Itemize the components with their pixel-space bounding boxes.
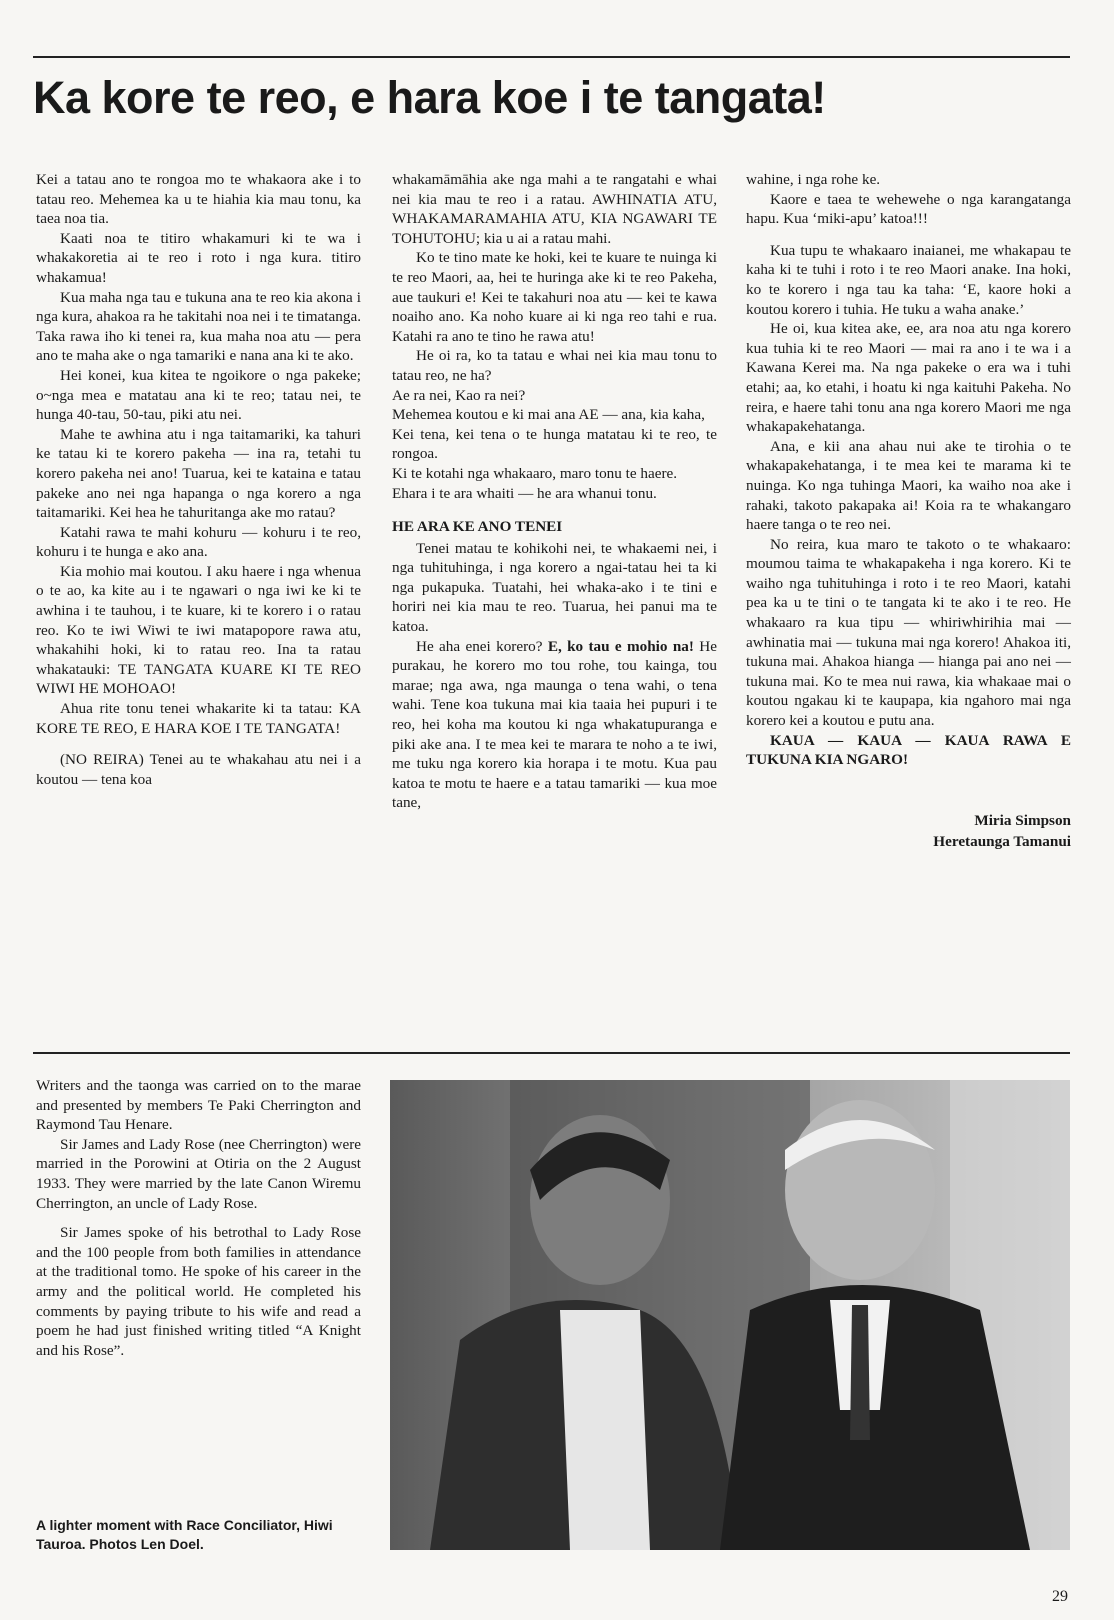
closing-exhortation: KAUA — KAUA — KAUA RAWA E TUKUNA KIA NGARO! [746, 731, 1071, 769]
author-name: Miria Simpson [974, 811, 1071, 829]
author-place: Heretaunga Tamanui [933, 832, 1071, 850]
paragraph: whakamāmāhia ake nga mahi a te rangatahi e whai nei kia mau te reo i a ratau. AWHINATIA ATU, WHAKAMARAMAHIA ATU, KIA NGAWARI TE TOHUTOHU; kia u ai a ratau mahi. [392, 171, 717, 247]
paragraph: Kaore e taea te wehewehe o nga karangatanga hapu. Kua ‘miki-apu’ katoa!!! [746, 190, 1071, 228]
paragraph: No reira, kua maro te takoto o te whakaaro: moumou taima te whakapakeha i nga korero. Ki te waiho nga tuhituhinga i roto i te reo Maori, katahi pea ka u te tini o te tangata ki te ako i te reo. He whakaaro ra kua tipu — whiriwhirihia mai — awhinatia mai — tukuna mai nga korero! Ahakoa iti, tukuna mai. Ahakoa hianga — hianga pai ano nei — tukuna mai. Ko te mea nui rawa, kia whakaae mai o koutou ngakau ki te kaupapa, kia ngahoro mai nga korero kei a koutou e putu ana. [746, 535, 1071, 730]
paragraph: Sir James and Lady Rose (nee Cherrington) were married in the Porowini at Otiria on the 2 August 1933. They were married by the late Canon Wiremu Cherrington, an uncle of Lady Rose. [36, 1135, 361, 1212]
paragraph: Kei tena, kei tena o te hunga matatau ki te reo, te rongoa. [392, 425, 717, 463]
paragraph: Kei a tatau ano te rongoa mo te whakaora ake i to tatau reo. Mehemea ka u te hiahia kia mau tonu, ka taea noa tia. [36, 171, 361, 228]
paragraph: Ehara i te ara whaiti — he ara whanui tonu. [392, 484, 657, 502]
paragraph: Writers and the taonga was carried on to the marae and presented by members Te Paki Cherrington and Raymond Tau Henare. [36, 1077, 361, 1134]
paragraph: Kua tupu te whakaaro inaianei, me whakapau te kaha ki te tuhi i roto i te reo Maori anake. Ina hoki, ko te korero i nga tau ka taha: ‘E, kaore hoki a koutou korero i tuhia. He tuku a waha anake.’ [746, 241, 1071, 318]
paragraph: He oi ra, ko ta tatau e whai nei kia mau tonu to tatau reo, ne ha? [392, 347, 717, 384]
paragraph: Ahua rite tonu tenei whakarite ki ta tatau: KA KORE TE REO, E HARA KOE I TE TANGATA! [36, 700, 361, 737]
article-title: Ka kore te reo, e hara koe i te tangata! [33, 72, 826, 123]
column-3 [746, 170, 1071, 852]
photo-caption: A lighter moment with Race Conciliator, Hiwi Tauroa. Photos Len Doel. [36, 1517, 333, 1552]
paragraph: Kaati noa te titiro whakamuri ki te wa i whakakoretia ai te reo i roto i nga kura. titiro whakamua! [36, 229, 361, 286]
paragraph: Mehemea koutou e ki mai ana AE — ana, kia kaha, [392, 406, 705, 424]
text-run: He purakau, he korero mo tou rohe, tou kainga, tou marae; nga awa, nga maunga o tena wahi, o tena wahi. Tene koa tukuna mai kia taaia hei pupuri i te reo, hei koha ma koutou ki nga whakatupuranga e piki ake ana. I te mea kei te marara te noho a te iwi, me tuku nga korero kia horapa i te motu. Kua pau katoa te motu te haere e a tatau tamariki — kua moe tane, [392, 637, 717, 812]
text-run: He aha enei korero? [416, 637, 548, 655]
photo-illustration [390, 1080, 1070, 1550]
top-rule [33, 56, 1070, 58]
column-1 [36, 170, 361, 789]
paragraph: Katahi rawa te mahi kohuru — kohuru i te reo, kohuru i te hunga e ako ana. [36, 523, 361, 561]
paragraph: wahine, i nga rohe ke. [746, 171, 881, 188]
lower-column [36, 1076, 361, 1360]
paragraph: He oi, kua kitea ake, ee, ara noa atu nga korero kua tuhia ki te reo Maori — mai ra ano i te wa i a Kawana Kerei ma. Na nga pakeke o era wa i tuhi etahi; aa, ko etahi, i hoatu ki nga kaituhi Pakeha. No reira, e haere tahi tonu ana nga korero Maori me nga whakapakehatanga. [746, 320, 1071, 436]
page-number: 29 [1052, 1588, 1068, 1605]
paragraph: Hei konei, kua kitea te ngoikore o nga pakeke; o~nga mea e matatau ana ki te reo; tatau nei, te hunga 40-tau, 50-tau, piki atu nei. [36, 366, 361, 424]
paragraph: (NO REIRA) Tenei au te whakahau atu nei i a koutou — tena koa [36, 751, 361, 788]
emphasis-text: E, ko tau e mohio na! [547, 637, 694, 655]
photograph [390, 1080, 1070, 1550]
section-rule [33, 1052, 1070, 1054]
paragraph: Kia mohio mai koutou. I aku haere i nga whenua o te ao, ka kite au i te ngawari o nga iwi ke ki te awhina i te tauhou, i te kuare, ki te korero i o ratau reo. Ko te iwi Wiwi te iwi matapopore rawa atu, whakahihi hoki, ki to ratau reo. Ina ta ratau whakatauki: TE TANGATA KUARE KI TE REO WIWI HE MOHOAO! [36, 562, 361, 698]
paragraph: Sir James spoke of his betrothal to Lady Rose and the 100 people from both families in attendance at the traditional tomo. He spoke of his career in the army and the political world. He completed his comments by paying tribute to his wife and read a poem he had just finished writing titled “A Knight and his Rose”. [36, 1224, 361, 1359]
paragraph: Ki te kotahi nga whakaaro, maro tonu te haere. [392, 464, 678, 482]
byline [746, 810, 1071, 852]
paragraph [392, 637, 717, 813]
paragraph: Tenei matau te kohikohi nei, te whakaemi nei, i nga tuhituhinga, i nga korero a ngai-tatau hei ta ki nga pukapuka. Tuatahi, hei whaka-ako i te tini e horiri nei kia mau te reo. Tuarua, hei panui ma te katoa. [392, 539, 717, 636]
column-2 [392, 170, 717, 813]
paragraph: Ana, e kii ana ahau nui ake te tirohia o te whakapakehatanga, i te mea kei te marama ki te nuinga. Ko nga tuhinga Maori, ka waiho noa ake i rahaki, takoto pakapaka ai! Koia ra te whakangaro haere tanga o te reo nei. [746, 437, 1071, 534]
paragraph: Kua maha nga tau e tukuna ana te reo kia akona i nga kura, ahakoa ra he takitahi noa nei i te timatanga. Taka rawa iho ki tenei ra, kua maha noa atu — pera ano te maha ake o nga tamariki e nana ana ki te ako. [36, 288, 361, 365]
section-heading: HE ARA KE ANO TENEI [392, 518, 563, 536]
paragraph: Ae ra nei, Kao ra nei? [392, 386, 526, 404]
paragraph: Mahe te awhina atu i nga taitamariki, ka tahuri ke tatau ki te korero pakeha — ina ra, tetahi tu korero pakeha nei ano! Tuarua, kei te kataina e tatau pakeke ano nei nga hapanga o nga korero a nga taitamariki. Kei hea he tahuritanga ake mo ratau? [36, 425, 361, 522]
paragraph: Ko te tino mate ke hoki, kei te kuare te nuinga ki te reo Maori, aa, hei te huringa ake ki te reo Pakeha, aue taukuri e! Kei te takahuri noa atu — kei te kawa noaiho ano. Ka noho kuare ai ki nga reo tahi e rua. Katahi ra ano te tino he rawa atu! [392, 249, 717, 345]
